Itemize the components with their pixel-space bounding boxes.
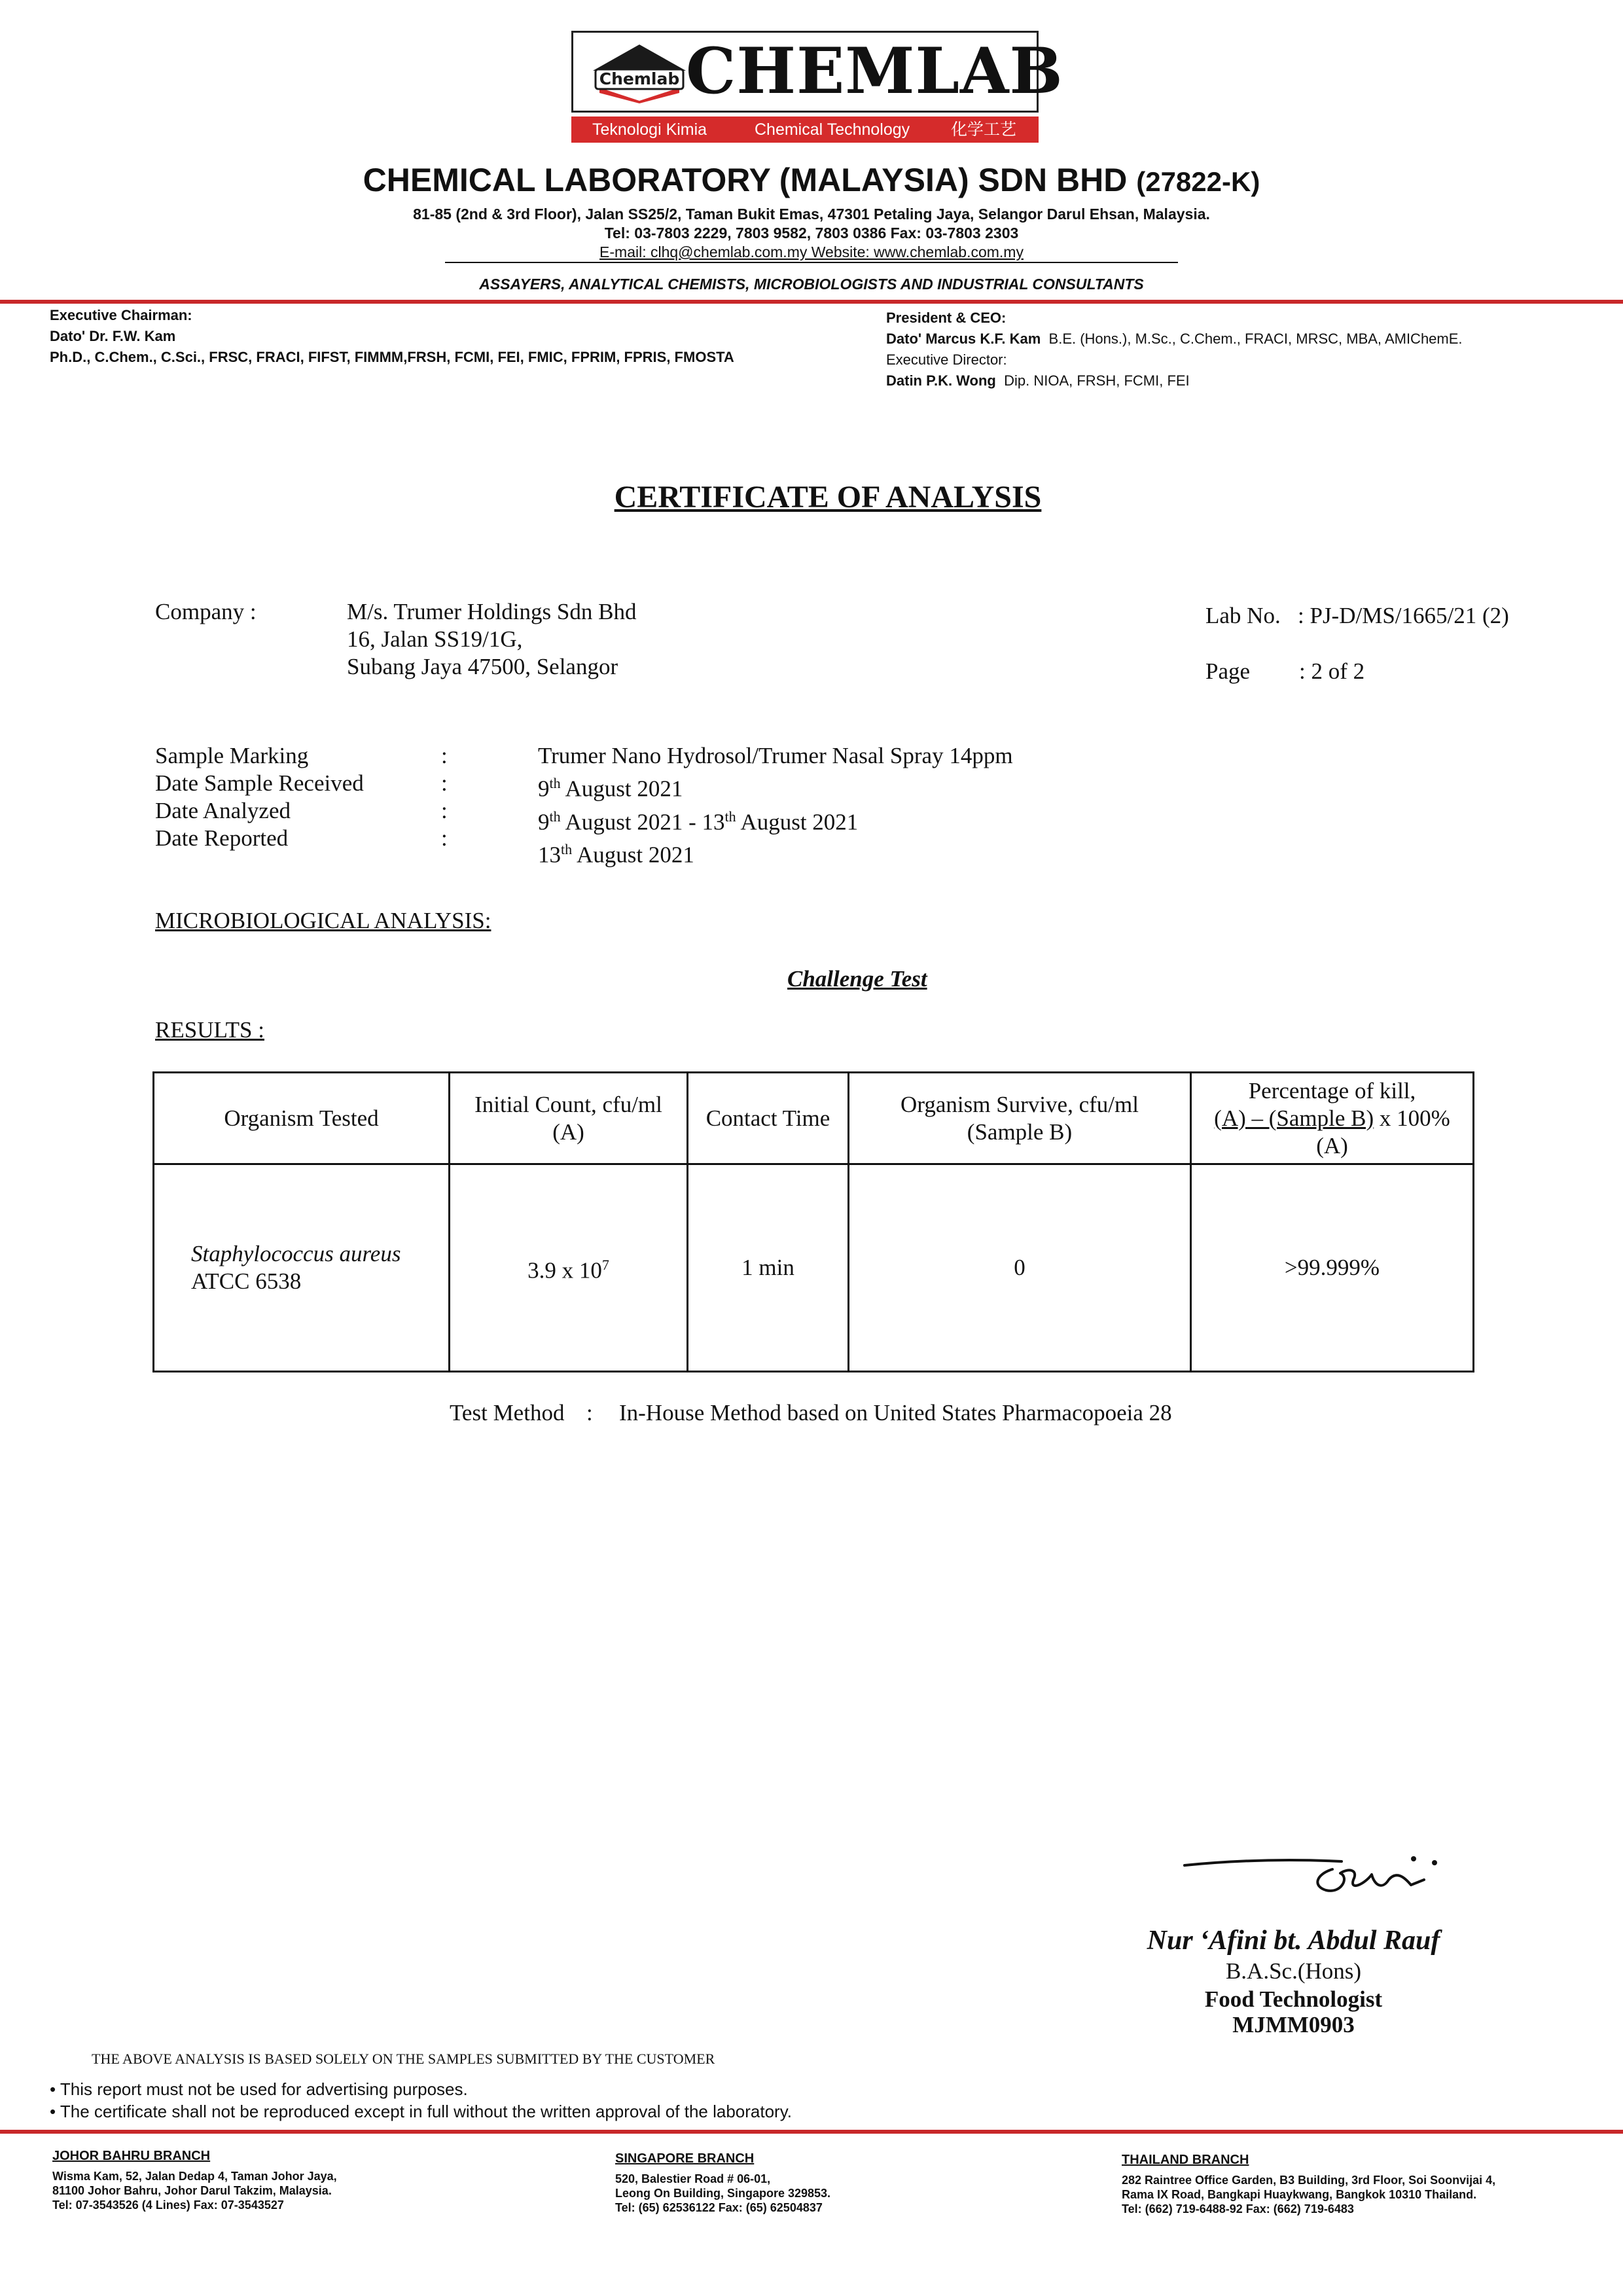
branch-thailand: THAILAND BRANCH 282 Raintree Office Garden, B3 Building, 3rd Floor, Soi Soonvijai 4, Rama IX Road, Bangkapi Huaykwang, Bangkok 10310 Thailand. Tel: (662) 719-6488-92 Fax: (662) 719-6483	[1122, 2153, 1593, 2216]
logo-wordmark: CHEMLAB	[686, 34, 1063, 108]
ceo-title: President & CEO:	[886, 310, 1007, 326]
branch-johor-name: JOHOR BAHRU BRANCH	[52, 2149, 211, 2163]
cell-initial-count: 3.9 x $10^7$	[527, 1256, 609, 1283]
tagline-chinese: 化学工艺	[951, 120, 1017, 139]
page-value: : 2 of 2	[1299, 658, 1365, 684]
ceo-qualifications: B.E. (Hons.), M.Sc., C.Chem., FRACI, MRSC, MBA, AMIChemE.	[1048, 331, 1463, 347]
company-name: CHEMICAL LABORATORY (MALAYSIA) SDN BHD (27822-K)	[363, 162, 1260, 198]
signatory-degree: B.A.Sc.(Hons)	[1225, 1958, 1362, 1984]
company-email-website: E-mail: clhq@chemlab.com.my Website: www.chemlab.com.my	[599, 243, 1024, 260]
client-name: M/s. Trumer Holdings Sdn Bhd	[347, 599, 637, 624]
branch-thailand-name: THAILAND BRANCH	[1122, 2153, 1249, 2167]
results-label: RESULTS :	[155, 1017, 264, 1043]
signatory-name: Nur ‘Afini bt. Abdul Rauf	[1147, 1926, 1440, 1956]
branch-johor: JOHOR BAHRU BRANCH Wisma Kam, 52, Jalan Dedap 4, Taman Johor Jaya, 81100 Johor Bahru, Johor Darul Takzim, Malaysia. Tel: 07-3543526 (4 Lines) Fax: 07-3543527	[52, 2149, 445, 2212]
chairman-title: Executive Chairman:	[50, 307, 192, 323]
client-street: 16, Jalan SS19/1G,	[347, 626, 523, 652]
director-qualifications: Dip. NIOA, FRSH, FCMI, FEI	[1004, 372, 1190, 389]
branch-singapore-name: SINGAPORE BRANCH	[615, 2151, 755, 2166]
lab-no-label: Lab No.	[1205, 603, 1281, 628]
cell-contact-time: 1 min	[741, 1255, 794, 1280]
footer-red-rule	[0, 2130, 1623, 2134]
date-reported-value: 13th August 2021	[538, 841, 694, 868]
company-registration: (27822-K)	[1136, 166, 1260, 197]
chairman-qualifications: Ph.D., C.Chem., C.Sci., FRSC, FRACI, FIFST, FIMMM,FRSH, FCMI, FEI, FMIC, FPRIM, FPRIS, FMOSTA	[50, 349, 734, 365]
header-organism: Organism Tested	[224, 1105, 379, 1131]
date-reported-label: Date Reported	[155, 825, 289, 851]
ceo-block	[886, 308, 1619, 391]
director-title: Executive Director:	[886, 351, 1007, 368]
sample-values	[538, 742, 1013, 869]
colon: :	[441, 770, 448, 796]
sample-marking-label: Sample Marking	[155, 743, 309, 768]
director-name: Datin P.K. Wong	[886, 372, 996, 389]
test-name: Challenge Test	[787, 966, 927, 992]
sample-colons	[441, 742, 448, 852]
company-label: Company :	[155, 599, 257, 624]
logo-tagline-strip	[571, 117, 1039, 143]
chairman-block	[50, 305, 874, 368]
sample-marking-value: Trumer Nano Hydrosol/Trumer Nasal Spray 14ppm	[538, 743, 1013, 768]
colon: :	[441, 798, 448, 823]
chemlab-emblem-icon	[590, 41, 688, 103]
chairman-name: Dato' Dr. F.W. Kam	[50, 328, 176, 344]
cell-kill: >99.999%	[1284, 1255, 1380, 1280]
cell-organism	[154, 1165, 448, 1371]
colon: :	[441, 743, 448, 768]
company-address: 81-85 (2nd & 3rd Floor), Jalan SS25/2, Taman Bukit Emas, 47301 Petaling Jaya, Selangor Darul Ehsan, Malaysia.	[413, 206, 1210, 223]
signature-image	[1178, 1837, 1466, 1922]
cell-survive: 0	[1014, 1255, 1026, 1280]
organism-species: Staphylococcus aureus	[191, 1241, 401, 1266]
page-label: Page	[1205, 658, 1251, 684]
tagline-malay: Teknologi Kimia	[592, 120, 707, 139]
date-analyzed-value: 9th August 2021 - 13th August 2021	[538, 808, 859, 835]
company-services: ASSAYERS, ANALYTICAL CHEMISTS, MICROBIOLOGISTS AND INDUSTRIAL CONSULTANTS	[479, 276, 1144, 293]
branch-singapore: SINGAPORE BRANCH 520, Balestier Road # 06-01, Leong On Building, Singapore 329853. Tel: (65) 62536122 Fax: (65) 62504837	[615, 2151, 955, 2215]
colon: :	[441, 825, 448, 851]
test-method-label: Test Method	[450, 1400, 565, 1426]
certificate-title: CERTIFICATE OF ANALYSIS	[614, 480, 1042, 514]
note-advertising: • This report must not be used for advertising purposes.	[50, 2079, 468, 2099]
signatory-code: MJMM0903	[1232, 2012, 1355, 2037]
lab-no-value: : PJ-D/MS/1665/21 (2)	[1298, 603, 1509, 628]
client-address	[347, 598, 636, 681]
test-method-value: In-House Method based on United States Pharmacopoeia 28	[619, 1400, 1172, 1426]
date-received-value: 9th August 2021	[538, 775, 683, 802]
sample-labels	[155, 742, 364, 852]
company-tel: Tel: 03-7803 2229, 7803 9582, 7803 0386 Fax: 03-7803 2303	[604, 224, 1019, 242]
header-contact-time: Contact Time	[705, 1105, 830, 1131]
header-divider	[445, 262, 1178, 263]
date-received-label: Date Sample Received	[155, 770, 364, 796]
header-red-rule	[0, 300, 1623, 304]
date-analyzed-label: Date Analyzed	[155, 798, 291, 823]
logo-badge-text: Chemlab	[599, 69, 680, 88]
signatory-title: Food Technologist	[1204, 1986, 1383, 2012]
header-organism-survive: Organism Survive, cfu/ml (Sample B)	[901, 1091, 1139, 1145]
tagline-english: Chemical Technology	[755, 120, 910, 139]
analysis-basis-note: THE ABOVE ANALYSIS IS BASED SOLELY ON THE SAMPLES SUBMITTED BY THE CUSTOMER	[92, 2051, 715, 2067]
results-table	[152, 1071, 1474, 1372]
organism-strain: ATCC 6538	[191, 1268, 302, 1294]
client-city: Subang Jaya 47500, Selangor	[347, 654, 618, 679]
ceo-name: Dato' Marcus K.F. Kam	[886, 331, 1041, 347]
header-percentage-kill: Percentage of kill, (A) – (Sample B) x 100% (A)	[1214, 1077, 1450, 1158]
note-reproduction: • The certificate shall not be reproduced except in full without the written approval of the laboratory.	[50, 2102, 792, 2121]
test-method-colon: :	[586, 1400, 593, 1426]
header-initial-count: Initial Count, cfu/ml (A)	[474, 1091, 662, 1145]
chemlab-logo	[571, 31, 1063, 113]
analysis-heading: MICROBIOLOGICAL ANALYSIS:	[155, 908, 491, 933]
